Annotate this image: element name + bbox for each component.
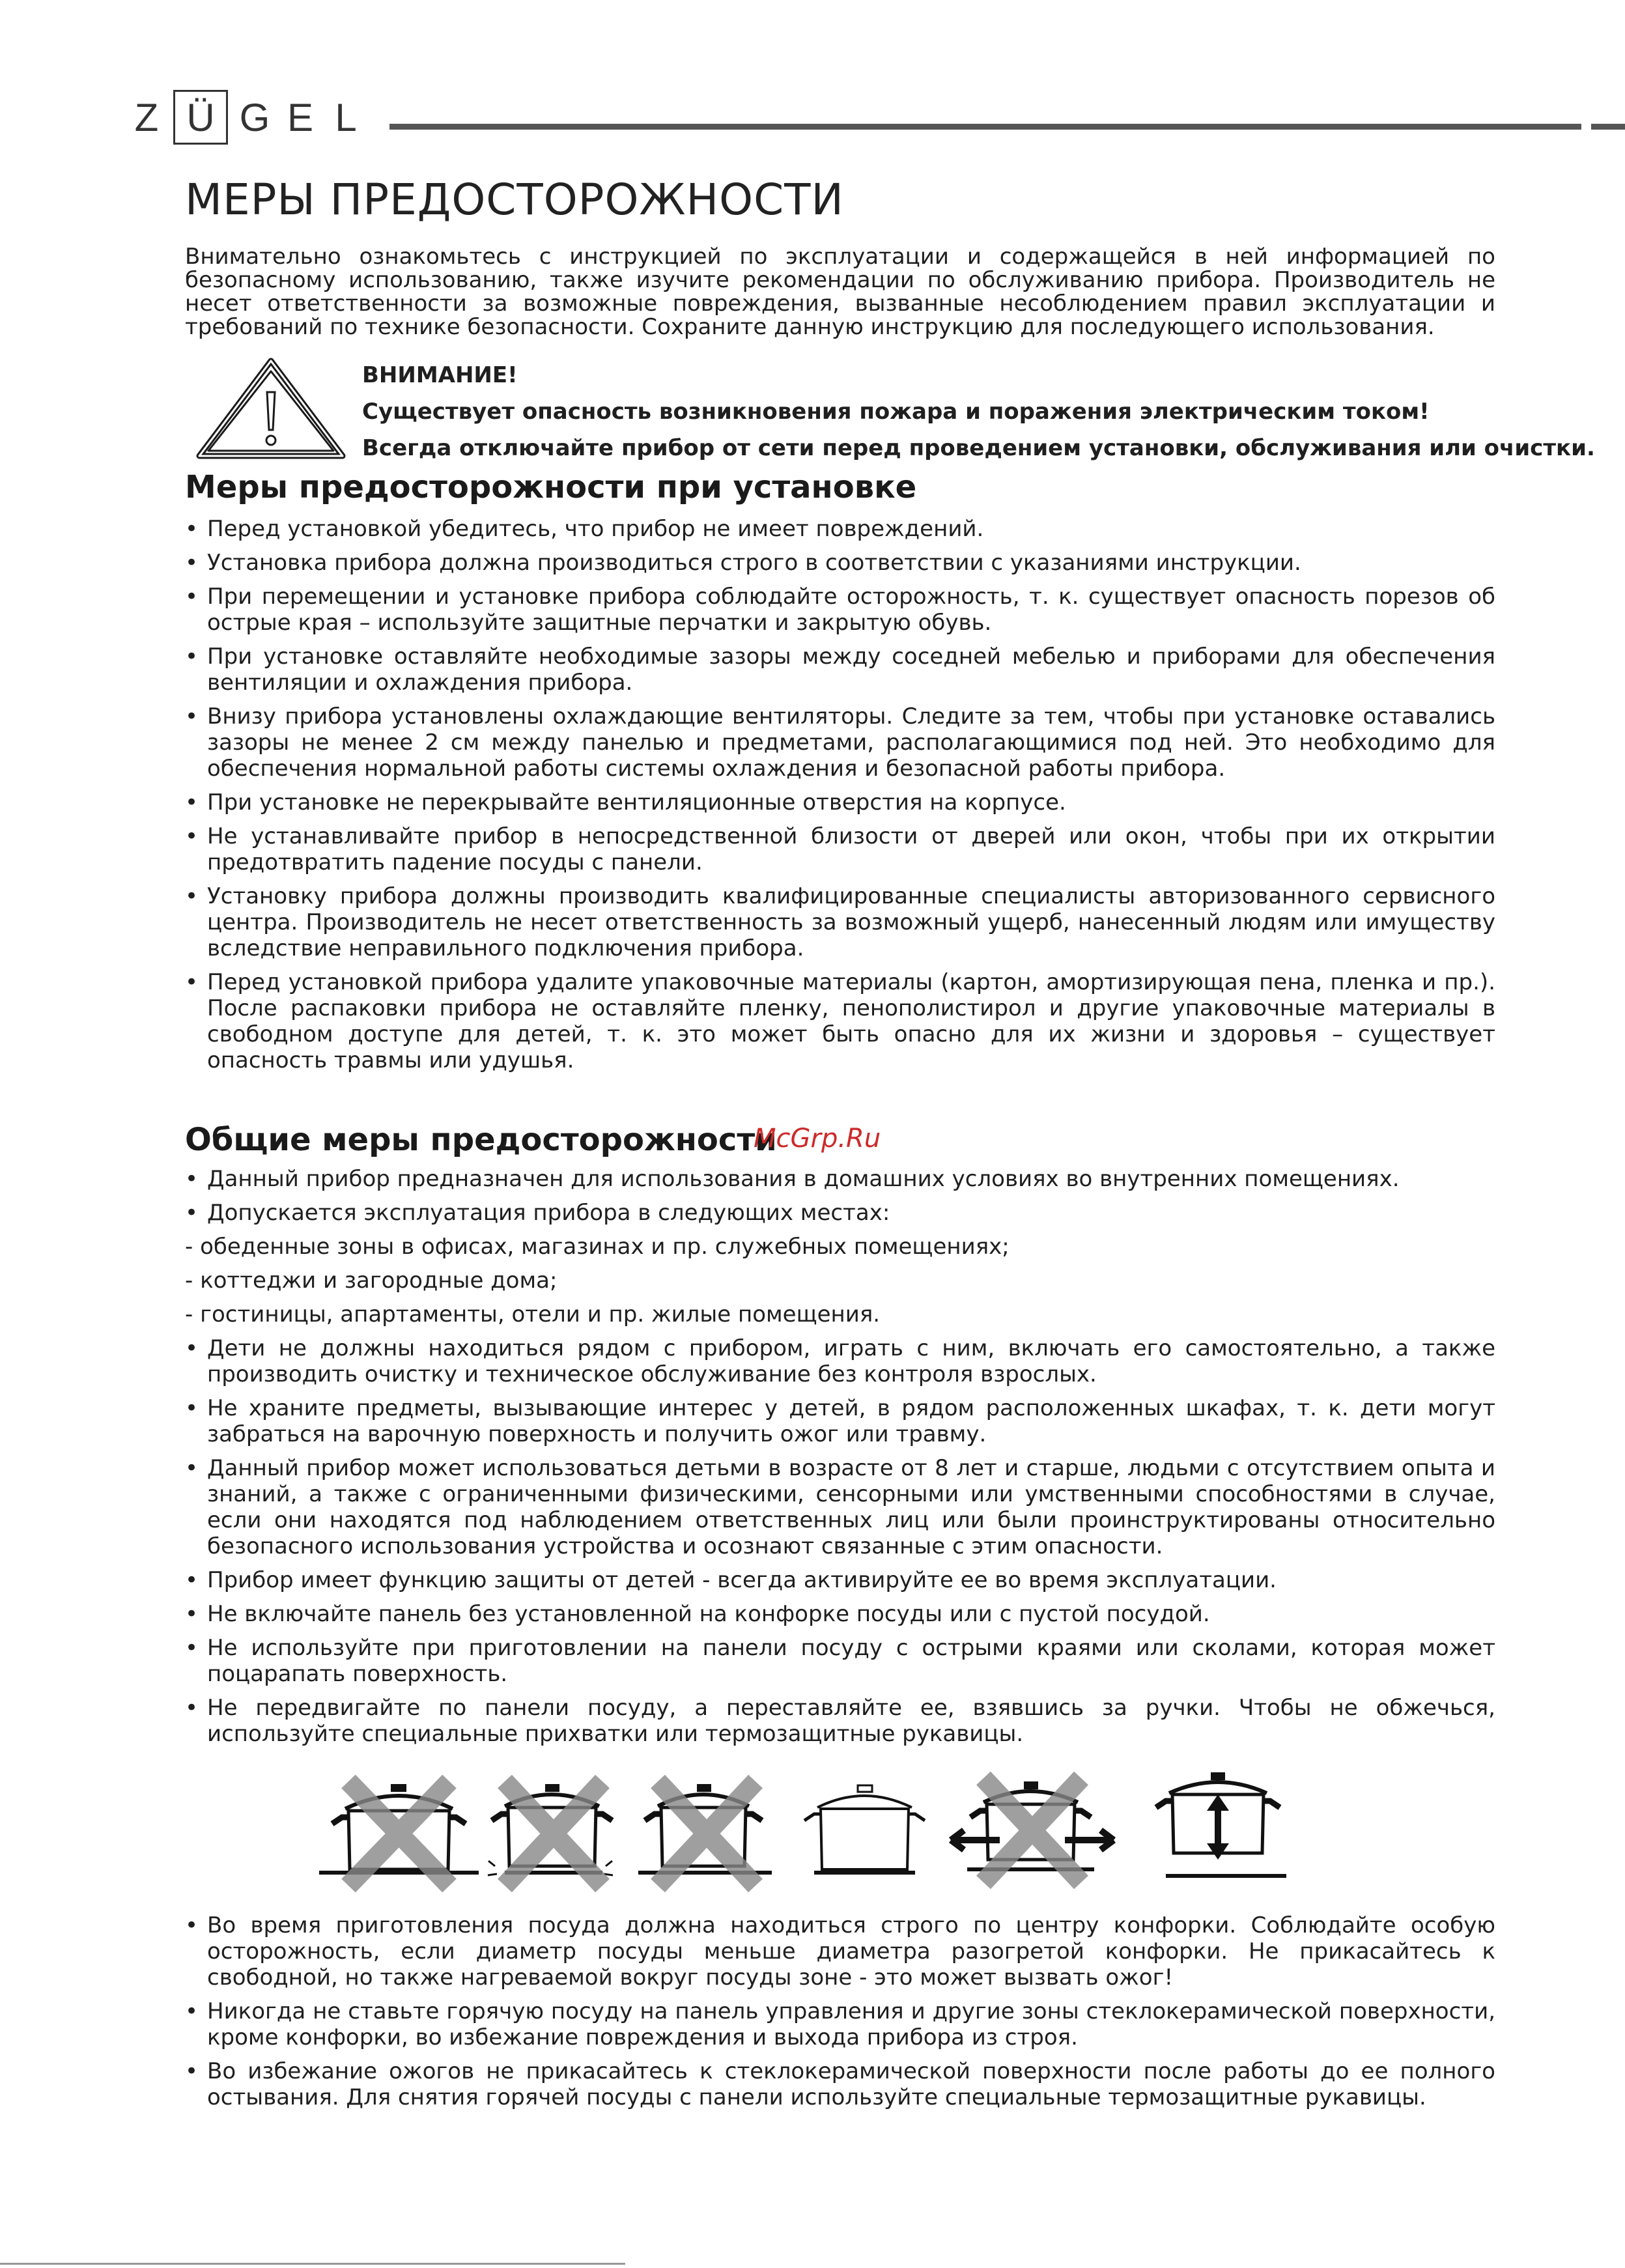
lift-pot-icon xyxy=(1156,1772,1286,1876)
list-item: • Допускается эксплуатация прибора в следующих местах: xyxy=(185,1200,890,1226)
list-item: • Во время приготовления посуда должна находиться строго по центру конфорки. Соблюдайте особую осторожность, если диаметр посуды меньше диаметра разогретой конфорки. Не прикасайтесь к свободной, но также нагреваемой вокруг посуды зоне - это может вызвать ожог! xyxy=(185,1912,1495,1991)
warning-line: Всегда отключайте прибор от сети перед проведением установки, обслуживания или очистки. xyxy=(362,435,1595,461)
install-section-heading: Меры предосторожности при установке xyxy=(185,469,917,505)
warning-heading: ВНИМАНИЕ! xyxy=(362,362,518,388)
general-section-heading: Общие меры предосторожности xyxy=(185,1122,777,1158)
list-item: - коттеджи и загородные дома; xyxy=(185,1268,558,1294)
list-item: • Никогда не ставьте горячую посуду на панель управления и другие зоны стеклокерамической поверхности, кроме конфорки, во избежание повреждения и выхода прибора из строя. xyxy=(185,1998,1495,2050)
list-item: • При перемещении и установке прибора соблюдайте осторожность, т. к. существует опасность порезов об острые края – используйте защитные перчатки и закрытую обувь. xyxy=(185,584,1495,636)
logo-letter: Z xyxy=(134,95,159,139)
page-title: МЕРЫ ПРЕДОСТОРОЖНОСТИ xyxy=(185,175,844,225)
warning-line: Существует опасность возникновения пожара и поражения электрическим током! xyxy=(362,399,1430,425)
crossed-pot-icon xyxy=(638,1781,772,1886)
footer-rule xyxy=(0,2263,625,2265)
list-item: - обеденные зоны в офисах, магазинах и пр. служебных помещениях; xyxy=(185,1234,1010,1260)
crossed-pot-icon xyxy=(319,1781,479,1886)
list-item: • Данный прибор может использоваться детьми в возрасте от 8 лет и старше, людьми с отсутствием опыта и знаний, а также с ограниченными физическими, сенсорными или умственными способностями в случае, если они находятся под наблюдением ответственных лиц или были проинструктированы относительно безопасного использования устройства и осознают связанные с этим опасности. xyxy=(185,1455,1495,1559)
list-item: • При установке не перекрывайте вентиляционные отверстия на корпусе. xyxy=(185,789,1066,815)
list-item: • Данный прибор предназначен для использования в домашних условиях во внутренних помещениях. xyxy=(185,1166,1400,1192)
list-item: • Установку прибора должны производить квалифицированные специалисты авторизованного сервисного центра. Производитель не несет ответственность за возможный ущерб, нанесенный людям или имуществу вследствие неправильного подключения прибора. xyxy=(185,883,1495,961)
crossed-pot-icon xyxy=(488,1781,613,1886)
general-list xyxy=(185,1166,1495,1755)
warning-triangle-icon xyxy=(195,357,346,461)
header-rule-end xyxy=(1591,124,1625,130)
list-item: • Не включайте панель без установленной на конфорке посуды или с пустой посудой. xyxy=(185,1601,1210,1627)
list-item: • При установке оставляйте необходимые зазоры между соседней мебелью и приборами для обеспечения вентиляции и охлаждения прибора. xyxy=(185,644,1495,696)
final-list xyxy=(185,1912,1495,2118)
list-item: • Перед установкой прибора удалите упаковочные материалы (картон, амортизирующая пена, пленка и пр.). После распаковки прибора не оставляйте пленку, пенополистирол и другие упаковочные материалы в свободном доступе для детей, т. к. это может быть опасно для их жизни и здоровья – существует опасность травмы или удушья. xyxy=(185,969,1495,1073)
list-item: • Не храните предметы, вызывающие интерес у детей, в рядом расположенных шкафах, т. к. дети могут забраться на варочную поверхность и получить ожог или травму. xyxy=(185,1395,1495,1447)
watermark: McGrp.Ru xyxy=(754,1124,881,1154)
logo-letter: L xyxy=(335,95,357,139)
intro-paragraph: Внимательно ознакомьтесь с инструкцией по эксплуатации и содержащейся в ней информацией по безопасному использованию, также изучите рекомендации по обслуживанию прибора. Производитель не несет ответственности за возможные повреждения, вызванные несоблюдением правил эксплуатации и требований по технике безопасности. Сохраните данную инструкцию для последующего использования. xyxy=(185,244,1495,340)
list-item: • Дети не должны находиться рядом с прибором, играть с ним, включать его самостоятельно, а также производить очистку и техническое обслуживание без контроля взрослых. xyxy=(185,1335,1495,1387)
correct-pot-icon xyxy=(804,1785,925,1873)
logo-letter: E xyxy=(287,95,314,139)
header-rule xyxy=(389,124,1581,130)
list-item: • Установка прибора должна производиться строго в соответствии с указаниями инструкции. xyxy=(185,550,1301,576)
brand-logo xyxy=(124,91,369,143)
warning-text xyxy=(362,357,1595,466)
list-item: • Не устанавливайте прибор в непосредственной близости от дверей или окон, чтобы при их открытии предотвратить падение посуды с панели. xyxy=(185,823,1495,875)
crossed-pot-icon xyxy=(951,1778,1114,1882)
list-item: • Во избежание ожогов не прикасайтесь к стеклокерамической поверхности после работы до ее полного остывания. Для снятия горячей посуды с панели используйте специальные термозащитные рукавицы. xyxy=(185,2058,1495,2110)
cookware-illustration xyxy=(319,1768,1329,1892)
list-item: • Перед установкой убедитесь, что прибор не имеет повреждений. xyxy=(185,516,984,542)
logo-letter: G xyxy=(239,95,270,139)
install-list xyxy=(185,516,1495,1081)
list-item: • Внизу прибора установлены охлаждающие вентиляторы. Следите за тем, чтобы при установке оставались зазоры не менее 2 см между панелью и предметами, располагающимися под ней. Это необходимо для обеспечения нормальной работы системы охлаждения и безопасной работы прибора. xyxy=(185,703,1495,782)
logo-letter-boxed: Ü xyxy=(173,90,228,145)
list-item: • Не передвигайте по панели посуду, а переставляйте ее, взявшись за ручки. Чтобы не обжечься, используйте специальные прихватки или термозащитные рукавицы. xyxy=(185,1695,1495,1747)
list-item: - гостиницы, апартаменты, отели и пр. жилые помещения. xyxy=(185,1301,881,1327)
list-item: • Не используйте при приготовлении на панели посуду с острыми краями или сколами, которая может поцарапать поверхность. xyxy=(185,1635,1495,1687)
list-item: • Прибор имеет функцию защиты от детей - всегда активируйте ее во время эксплуатации. xyxy=(185,1567,1277,1593)
